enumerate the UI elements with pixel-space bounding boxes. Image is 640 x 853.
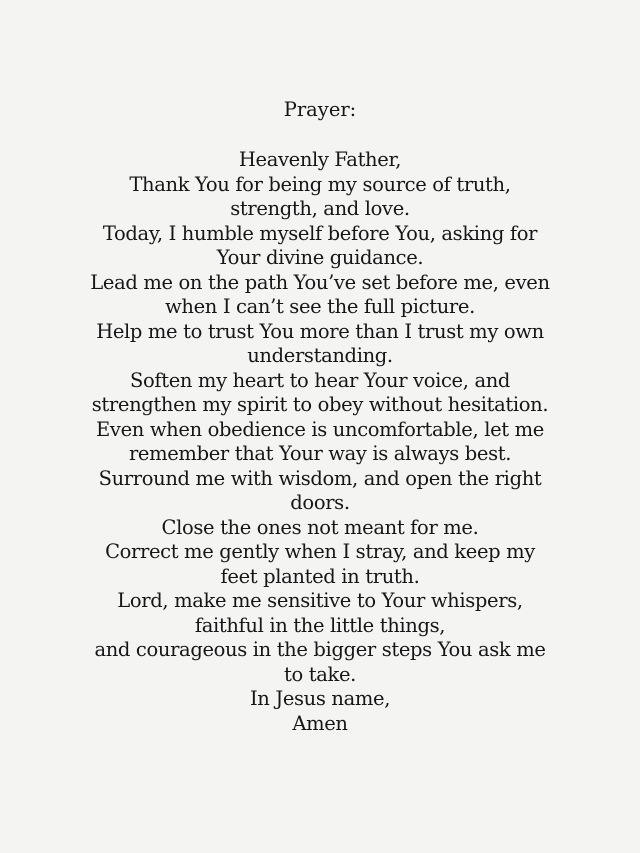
prayer-line: Thank You for being my source of truth,: [129, 172, 511, 196]
prayer-line: strength, and love.: [230, 197, 410, 220]
prayer-line: Heavenly Father,: [238, 148, 402, 171]
prayer-line: to take.: [284, 662, 356, 686]
prayer-line: when I can’t see the full picture.: [165, 295, 475, 318]
prayer-line: Lord, make me sensitive to Your whispers,: [117, 589, 523, 612]
prayer-line: In Jesus name,: [249, 687, 391, 710]
prayer-line: Correct me gently when I stray, and keep my: [105, 540, 535, 563]
prayer-line: strengthen my spirit to obey without hesitation.: [91, 393, 549, 416]
prayer-text: [0, 148, 640, 736]
prayer-line: doors.: [290, 491, 350, 514]
prayer-line: faithful in the little things,: [194, 613, 446, 637]
prayer-line: Amen: [292, 711, 348, 735]
prayer-line: Close the ones not meant for me.: [161, 515, 479, 539]
prayer-line: Help me to trust You more than I trust my own: [96, 319, 544, 343]
prayer-line: Even when obedience is uncomfortable, let me: [96, 417, 544, 441]
prayer-line: Surround me with wisdom, and open the right: [98, 466, 542, 490]
prayer-line: remember that Your way is always best.: [128, 442, 512, 465]
prayer-line: Today, I humble myself before You, asking for: [102, 221, 538, 245]
prayer-line: Soften my heart to hear Your voice, and: [129, 368, 511, 392]
prayer-line: Lead me on the path You’ve set before me, even: [90, 270, 550, 294]
prayer-line: and courageous in the bigger steps You ask me: [94, 638, 546, 661]
prayer-line: feet planted in truth.: [220, 564, 420, 588]
prayer-line: understanding.: [247, 344, 393, 367]
prayer-line: Your divine guidance.: [216, 246, 424, 269]
prayer-heading: Prayer:: [283, 98, 357, 121]
